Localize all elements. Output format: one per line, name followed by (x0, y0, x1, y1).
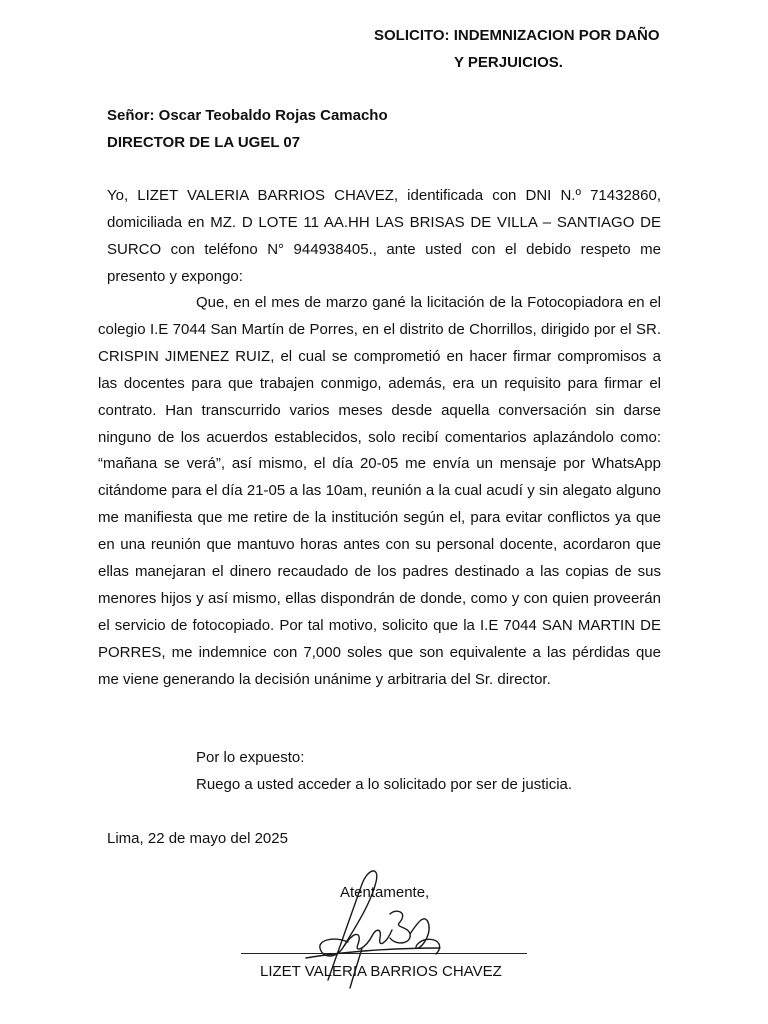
place-date: Lima, 22 de mayo del 2025 (107, 830, 288, 847)
subject-line-1: SOLICITO: INDEMNIZACION POR DAÑO (374, 27, 660, 44)
closing-line-1: Por lo expuesto: (196, 749, 305, 766)
signer-name: LIZET VALERIA BARRIOS CHAVEZ (260, 963, 502, 980)
closing-line-2: Ruego a usted acceder a lo solicitado por ser de justicia. (196, 776, 573, 793)
addressee-title: DIRECTOR DE LA UGEL 07 (107, 134, 301, 151)
intro-paragraph: Yo, LIZET VALERIA BARRIOS CHAVEZ, identificada con DNI N.º 71432860, domiciliada en MZ. D LOTE 11 AA.HH LAS BRISAS DE VILLA – SANTIAGO DE SURCO con teléfono N° 944938405., ante usted con el debido respeto me presento y expongo: (107, 187, 661, 285)
subject-line-2: Y PERJUICIOS. (454, 54, 563, 71)
body-paragraph: Que, en el mes de marzo gané la licitación de la Fotocopiadora en el colegio I.E 7044 San Martín de Porres, en el distrito de Chorrillos, dirigido por el SR. CRISPIN JIMENEZ RUIZ, el cual se comprometió en hacer firmar compromisos a las docentes para que trabajen conmigo, además, era un requisito para firmar el contrato. Han transcurrido varios meses desde aquella conversación sin darse ninguno de los acuerdos establecidos, solo recibí comentarios aplazándolo como: “mañana se verá”, así mismo, el día 20-05 me envía un mensaje por WhatsApp citándome para el día 21-05 a las 10am, reunión a la cual acudí y sin alegato alguno me manifiesta que me retire de la institución según el, para evitar conflictos ya que en una reunión que mantuvo horas antes con su personal docente, acordaron que ellas manejaran el dinero recaudado de los padres destinado a las copias de sus menores hijos y así mismo, ellas dispondrán de donde, como y con quien proveerán el servicio de fotocopiado. Por tal motivo, solicito que la I.E 7044 SAN MARTIN DE PORRES, me indemnice con 7,000 soles que son equivalente a las pérdidas que me viene generando la decisión unánime y arbitraria del Sr. director. (98, 294, 661, 688)
handwritten-signature (300, 862, 450, 992)
addressee-name: Señor: Oscar Teobaldo Rojas Camacho (107, 107, 388, 124)
farewell: Atentamente, (340, 884, 430, 901)
